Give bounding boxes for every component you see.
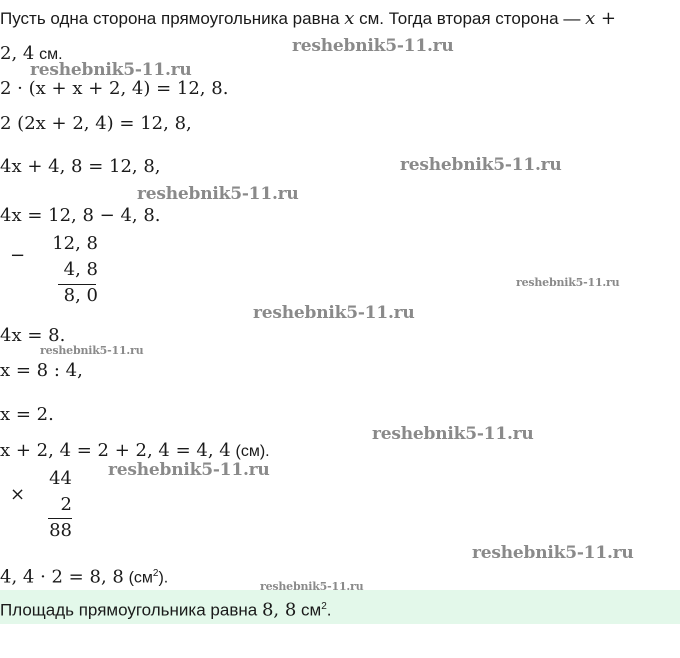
subtraction-middle: 4, 8 xyxy=(63,259,98,280)
subtraction-sign: − xyxy=(10,245,26,266)
answer-end: . xyxy=(326,600,332,620)
equation-6: x = 8 : 4, xyxy=(0,360,83,381)
watermark: reshebnik5-11.ru xyxy=(472,543,634,563)
multiplication-middle: 2 xyxy=(60,494,72,515)
watermark: reshebnik5-11.ru xyxy=(400,155,562,175)
equation-9-close: ). xyxy=(158,569,169,587)
equation-3: 4x + 4, 8 = 12, 8, xyxy=(0,156,161,177)
multiplication-sign: × xyxy=(10,484,26,505)
equation-2: 2 (2x + 2, 4) = 12, 8, xyxy=(0,113,192,134)
subtraction-result: 8, 0 xyxy=(63,285,98,306)
equation-9-sup: 2 xyxy=(152,568,159,579)
watermark: reshebnik5-11.ru xyxy=(292,36,454,56)
equation-8-unit: (см). xyxy=(235,443,270,460)
intro-line-1 xyxy=(0,8,616,30)
watermark: reshebnik5-11.ru xyxy=(516,276,620,289)
answer-value: 8, 8 xyxy=(261,599,297,621)
multiplication-top: 44 xyxy=(49,468,72,489)
intro-line2-unit: см. xyxy=(39,46,63,63)
equation-9 xyxy=(0,563,168,590)
equation-9-unit: (см xyxy=(128,569,153,587)
watermark: reshebnik5-11.ru xyxy=(30,60,192,80)
equation-8-math: x + 2, 4 = 2 + 2, 4 = 4, 4 xyxy=(0,440,231,461)
equation-9-math: 4, 4 · 2 = 8, 8 xyxy=(0,566,124,588)
subtraction-top: 12, 8 xyxy=(52,233,98,254)
equation-7: x = 2. xyxy=(0,404,54,425)
watermark: reshebnik5-11.ru xyxy=(253,303,415,323)
multiplication-rule xyxy=(48,518,72,519)
equation-1: 2 · (x + x + 2, 4) = 12, 8. xyxy=(0,78,229,99)
watermark: reshebnik5-11.ru xyxy=(372,424,534,444)
answer-text xyxy=(0,596,332,622)
watermark: reshebnik5-11.ru xyxy=(260,580,364,593)
answer-prefix: Площадь прямоугольника равна xyxy=(0,600,258,620)
intro-line2-value: 2, 4 xyxy=(0,43,35,64)
intro-text-b: см. Тогда вторая сторона — xyxy=(359,9,581,28)
answer-unit: см xyxy=(301,600,322,620)
equation-4: 4x = 12, 8 − 4, 8. xyxy=(0,205,161,226)
watermark: reshebnik5-11.ru xyxy=(40,344,144,357)
watermark: reshebnik5-11.ru xyxy=(108,460,270,480)
intro-expression: x + xyxy=(585,8,617,29)
answer-unit-sup: 2 xyxy=(321,601,327,612)
intro-variable: x xyxy=(344,8,355,29)
answer-box xyxy=(0,590,680,624)
equation-5: 4x = 8. xyxy=(0,325,66,346)
intro-text-a: Пусть одна сторона прямоугольника равна xyxy=(0,9,340,28)
multiplication-result: 88 xyxy=(49,520,72,541)
watermark: reshebnik5-11.ru xyxy=(137,184,299,204)
